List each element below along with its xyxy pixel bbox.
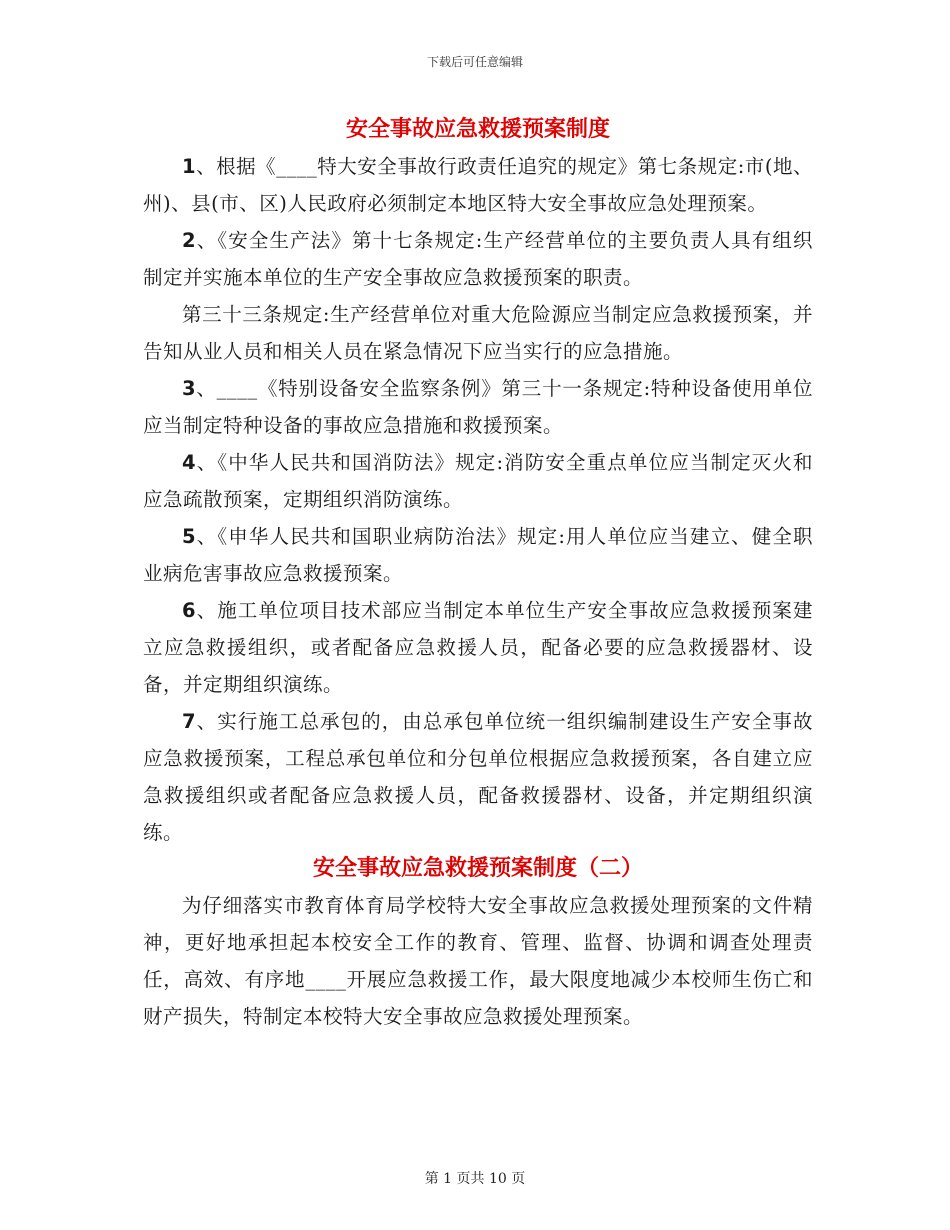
section-title-2: 安全事故应急救援预案制度（二） bbox=[312, 855, 643, 881]
paragraph-text: 、《安全生产法》第十七条规定:生产经营单位的主要负责人具有组织制定并实施本单位的生产安全事故应急救援预案的职责。 bbox=[143, 229, 813, 289]
paragraph bbox=[143, 592, 813, 703]
paragraph-text: 、根据《____特大安全事故行政责任追究的规定》第七条规定:市(地、州)、县(市、区)人民政府必须制定本地区特大安全事故应急处理预案。 bbox=[143, 155, 813, 215]
paragraph bbox=[143, 518, 813, 592]
section-2-paragraphs bbox=[143, 887, 813, 1035]
paragraph bbox=[143, 703, 813, 851]
paragraph-text: 、《申华人民共和国职业病防治法》规定:用人单位应当建立、健全职业病危害事故应急救援预案。 bbox=[143, 525, 813, 585]
paragraph bbox=[143, 148, 813, 222]
paragraph-text: 、施工单位项目技术部应当制定本单位生产安全事故应急救援预案建立应急救援组织，或者配备应急救援人员，配备必要的应急救援器材、设备，并定期组织演练。 bbox=[143, 599, 813, 696]
paragraph-number: 7 bbox=[182, 710, 197, 733]
section-title-1: 安全事故应急救援预案制度 bbox=[345, 116, 610, 142]
paragraph bbox=[143, 296, 813, 370]
paragraph-number: 1 bbox=[182, 155, 197, 178]
paragraph bbox=[143, 887, 813, 1035]
paragraph-number: 2 bbox=[182, 229, 197, 252]
paragraph-number: 5 bbox=[182, 525, 197, 548]
section-1-paragraphs bbox=[143, 148, 813, 851]
paragraph bbox=[143, 444, 813, 518]
paragraph-number: 3 bbox=[182, 377, 197, 400]
paragraph-text: 、《中华人民共和国消防法》规定:消防安全重点单位应当制定灭火和应急疏散预案，定期组织消防演练。 bbox=[143, 451, 813, 511]
paragraph bbox=[143, 222, 813, 296]
page-footer: 第 1 页共 10 页 bbox=[424, 1171, 526, 1187]
paragraph-text: 第三十三条规定:生产经营单位对重大危险源应当制定应急救援预案，并告知从业人员和相关人员在紧急情况下应当实行的应急措施。 bbox=[143, 303, 813, 363]
paragraph-number: 4 bbox=[182, 451, 197, 474]
paragraph-text: 为仔细落实市教育体育局学校特大安全事故应急救援处理预案的文件精神，更好地承担起本校安全工作的教育、管理、监督、协调和调查处理责任，高效、有序地____开展应急救援工作，最大限度地减少本校师生伤亡和财产损失，特制定本校特大安全事故应急救援处理预案。 bbox=[143, 894, 813, 1028]
paragraph-number: 6 bbox=[182, 599, 197, 622]
header-note: 下载后可任意编辑 bbox=[426, 55, 523, 69]
paragraph-text: 、____《特别设备安全监察条例》第三十一条规定:特种设备使用单位应当制定特种设备的事故应急措施和救援预案。 bbox=[143, 377, 813, 437]
paragraph-text: 、实行施工总承包的，由总承包单位统一组织编制建设生产安全事故应急救援预案，工程总承包单位和分包单位根据应急救援预案，各自建立应急救援组织或者配备应急救援人员，配备救援器材、设备，并定期组织演练。 bbox=[143, 710, 813, 844]
paragraph bbox=[143, 370, 813, 444]
document-body bbox=[143, 112, 813, 1035]
